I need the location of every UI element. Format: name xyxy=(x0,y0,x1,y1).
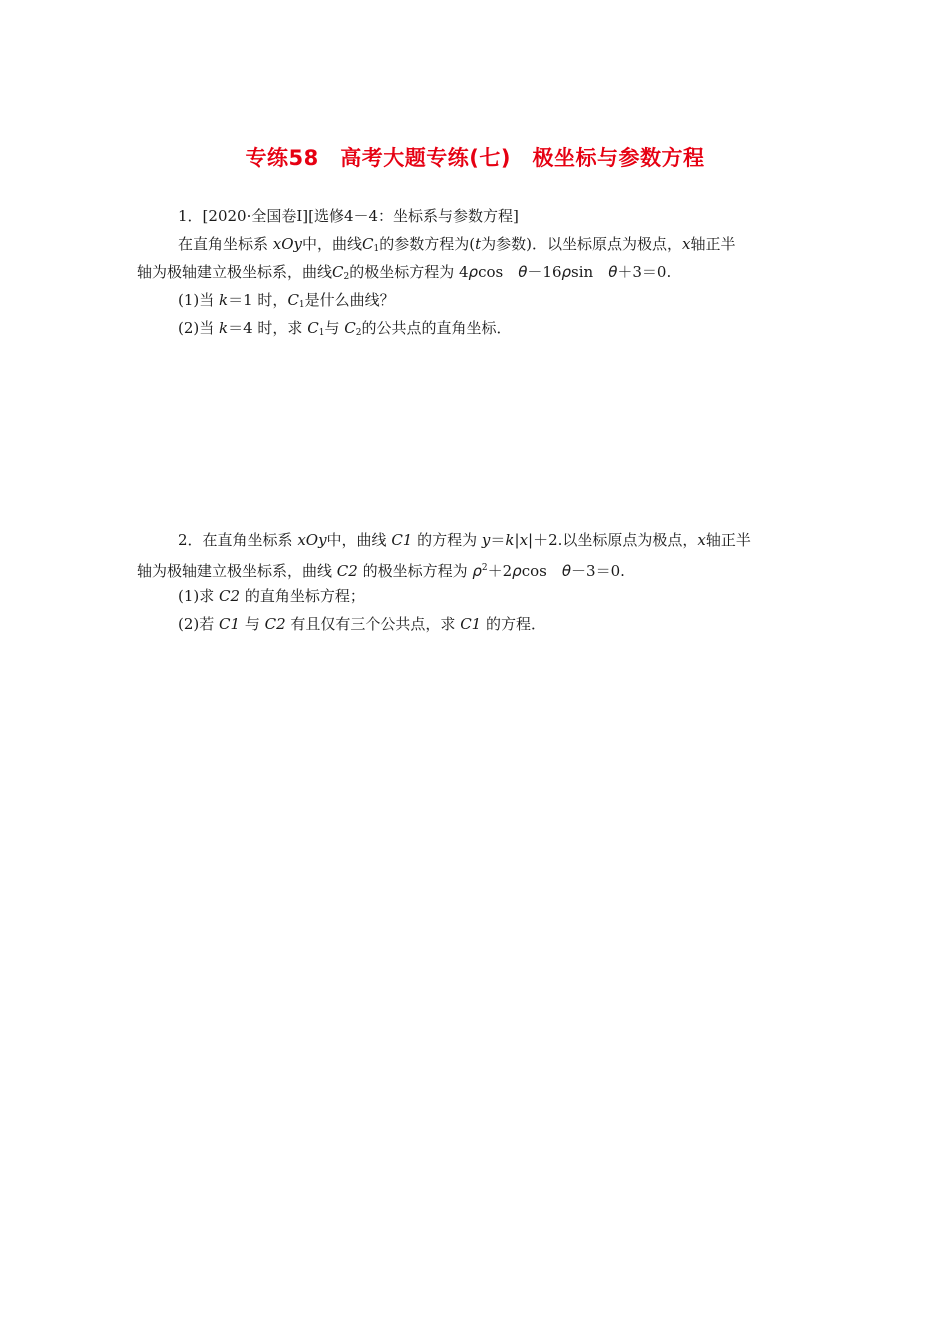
problem-2-line-1: 2．在直角坐标系 xOy中，曲线 C1 的方程为 y＝k|x|＋2.以坐标原点为极点，x轴正半 xyxy=(178,531,751,549)
problem-1-question-2: (2)当 k＝4 时，求 $C_1$与 $C_2$的公共点的直角坐标． xyxy=(178,319,512,338)
problem-1-header: 1．[2020·全国卷Ⅰ][选修4－4：坐标系与参数方程] xyxy=(178,207,519,225)
problem-2-question-2: (2)若 C1 与 C2 有且仅有三个公共点，求 C1 的方程． xyxy=(178,615,546,633)
problem-2-question-1: (1)求 C2 的直角坐标方程； xyxy=(178,587,365,605)
problem-1-question-1: (1)当 k＝1 时，$C_1$是什么曲线？ xyxy=(178,291,395,310)
problem-1-line-2: 轴为极轴建立极坐标系，曲线$C_2$的极坐标方程为 4ρcos θ－16ρsin θ＋3＝0. xyxy=(137,263,672,282)
problem-2-line-2: 轴为极轴建立极坐标系，曲线 C2 的极坐标方程为 $\rho^2+2\rho\cos$ θ－3＝0. xyxy=(137,562,625,580)
problem-1-line-1: 在直角坐标系 xOy中，曲线$C_1$的参数方程为(t为参数)．以坐标原点为极点，x轴正半 xyxy=(178,235,736,254)
page-title: 专练58 高考大题专练(七) 极坐标与参数方程 xyxy=(245,146,705,170)
